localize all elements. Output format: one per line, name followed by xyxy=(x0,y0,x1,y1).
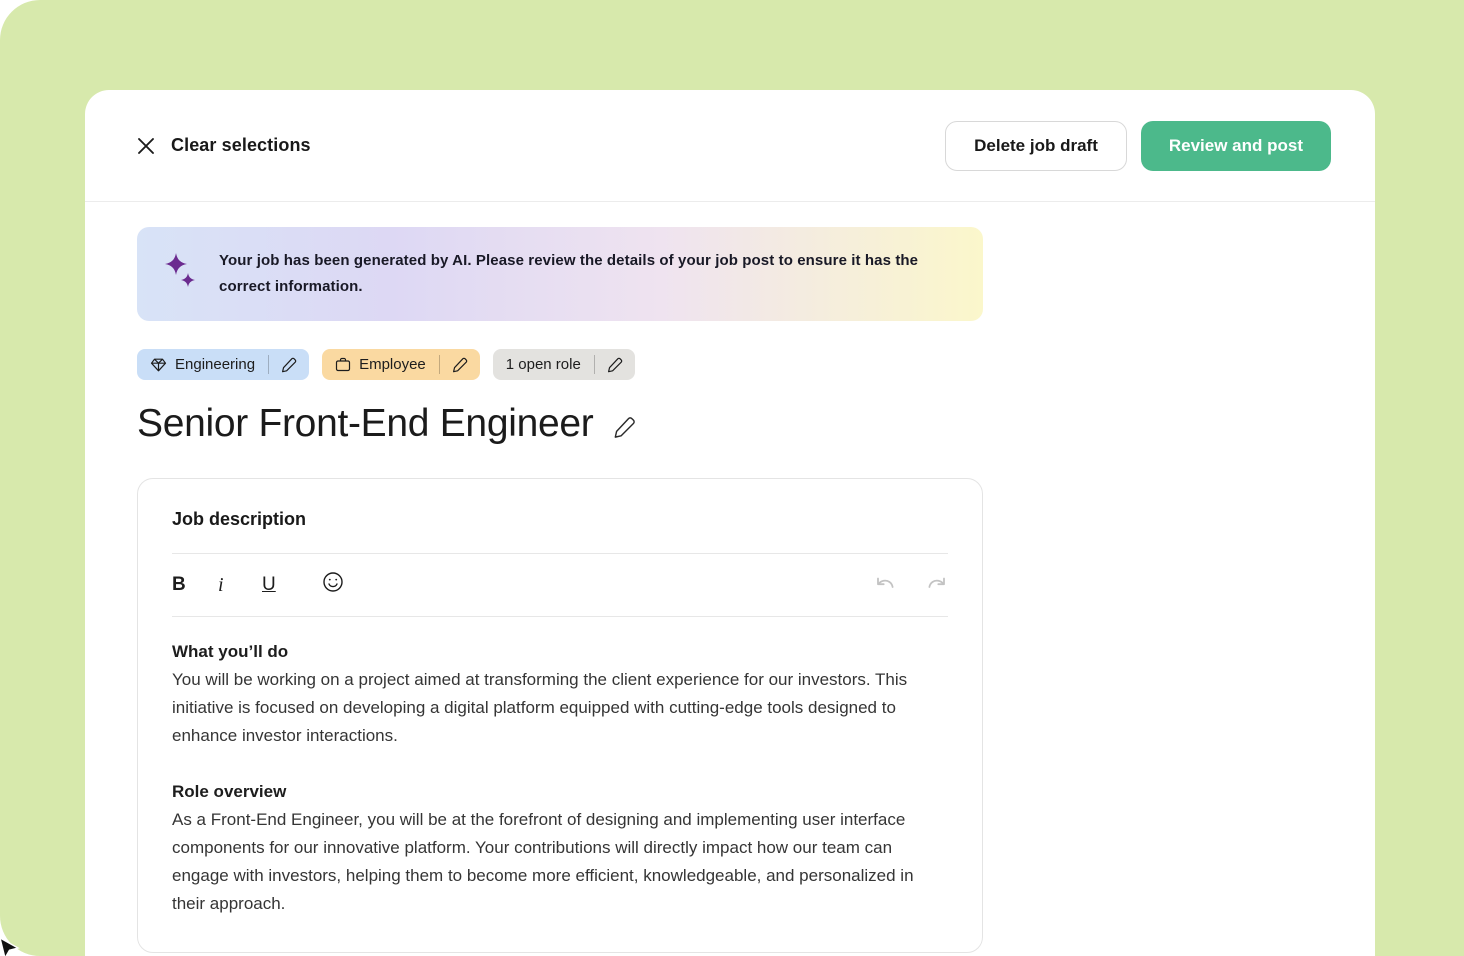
edit-employment-type-button[interactable] xyxy=(440,349,480,380)
bold-button[interactable]: B xyxy=(172,574,198,596)
underline-button[interactable]: U xyxy=(262,574,288,596)
header-actions xyxy=(945,121,1331,171)
italic-button[interactable]: i xyxy=(218,574,244,597)
job-description-label: Job description xyxy=(172,509,307,529)
emoji-smiley-icon xyxy=(322,571,344,593)
redo-icon xyxy=(924,575,948,595)
job-description-card xyxy=(137,478,983,953)
open-roles-tag-label: 1 open role xyxy=(505,356,581,373)
briefcase-icon xyxy=(335,357,351,372)
gem-icon xyxy=(150,357,167,373)
employment-type-tag-label: Employee xyxy=(359,356,426,373)
job-attribute-tags xyxy=(137,349,1035,380)
emoji-button[interactable] xyxy=(322,571,346,599)
ai-banner-message: Your job has been generated by AI. Please review the details of your job post to ensure it has the correct information. xyxy=(219,252,919,295)
open-roles-tag-value[interactable] xyxy=(493,356,594,373)
editor-content xyxy=(85,227,1035,953)
employment-type-tag xyxy=(322,349,480,380)
undo-icon xyxy=(874,575,898,595)
clear-selections-label: Clear selections xyxy=(171,135,311,155)
section-heading: Role overview xyxy=(172,782,287,801)
section-body: You will be working on a project aimed at transforming the client experience for our investors. This initiative is focused on developing a digital platform equipped with cutting-edge tools designed to enhance investor interactions. xyxy=(172,670,908,745)
pencil-icon xyxy=(613,416,636,439)
pencil-icon xyxy=(607,357,623,373)
redo-button[interactable] xyxy=(924,575,948,595)
open-roles-tag xyxy=(493,349,635,380)
delete-job-draft-button[interactable]: Delete job draft xyxy=(945,121,1127,171)
department-tag-value[interactable] xyxy=(137,356,268,373)
mouse-cursor-icon xyxy=(0,936,22,956)
close-icon xyxy=(137,137,155,155)
review-and-post-button[interactable]: Review and post xyxy=(1141,121,1331,171)
clear-selections-button[interactable] xyxy=(137,135,311,156)
job-title-row xyxy=(137,402,1035,446)
undo-button[interactable] xyxy=(874,575,898,595)
job-title: Senior Front-End Engineer xyxy=(137,402,594,445)
edit-department-button[interactable] xyxy=(269,349,309,380)
pencil-icon xyxy=(452,357,468,373)
department-tag-label: Engineering xyxy=(175,356,256,373)
divider xyxy=(172,616,948,617)
sparkles-icon xyxy=(163,251,197,291)
section-body: As a Front-End Engineer, you will be at the forefront of designing and implementing user interface components for our innovative platform. Your contributions will directly impact how our team can engage with investors, helping them to become more efficient, knowledgeable, and personalized in their approach. xyxy=(172,810,914,913)
edit-job-title-button[interactable] xyxy=(613,416,636,439)
paragraph-gap xyxy=(172,750,948,778)
section-heading: What you’ll do xyxy=(172,642,289,661)
ai-generated-banner xyxy=(137,227,983,321)
edit-open-roles-button[interactable] xyxy=(595,349,635,380)
employment-type-tag-value[interactable] xyxy=(322,356,439,373)
rich-text-toolbar xyxy=(172,554,948,616)
pencil-icon xyxy=(281,357,297,373)
job-editor-card xyxy=(85,90,1375,956)
department-tag xyxy=(137,349,309,380)
job-description-editor[interactable] xyxy=(172,638,948,918)
editor-header xyxy=(85,90,1375,202)
